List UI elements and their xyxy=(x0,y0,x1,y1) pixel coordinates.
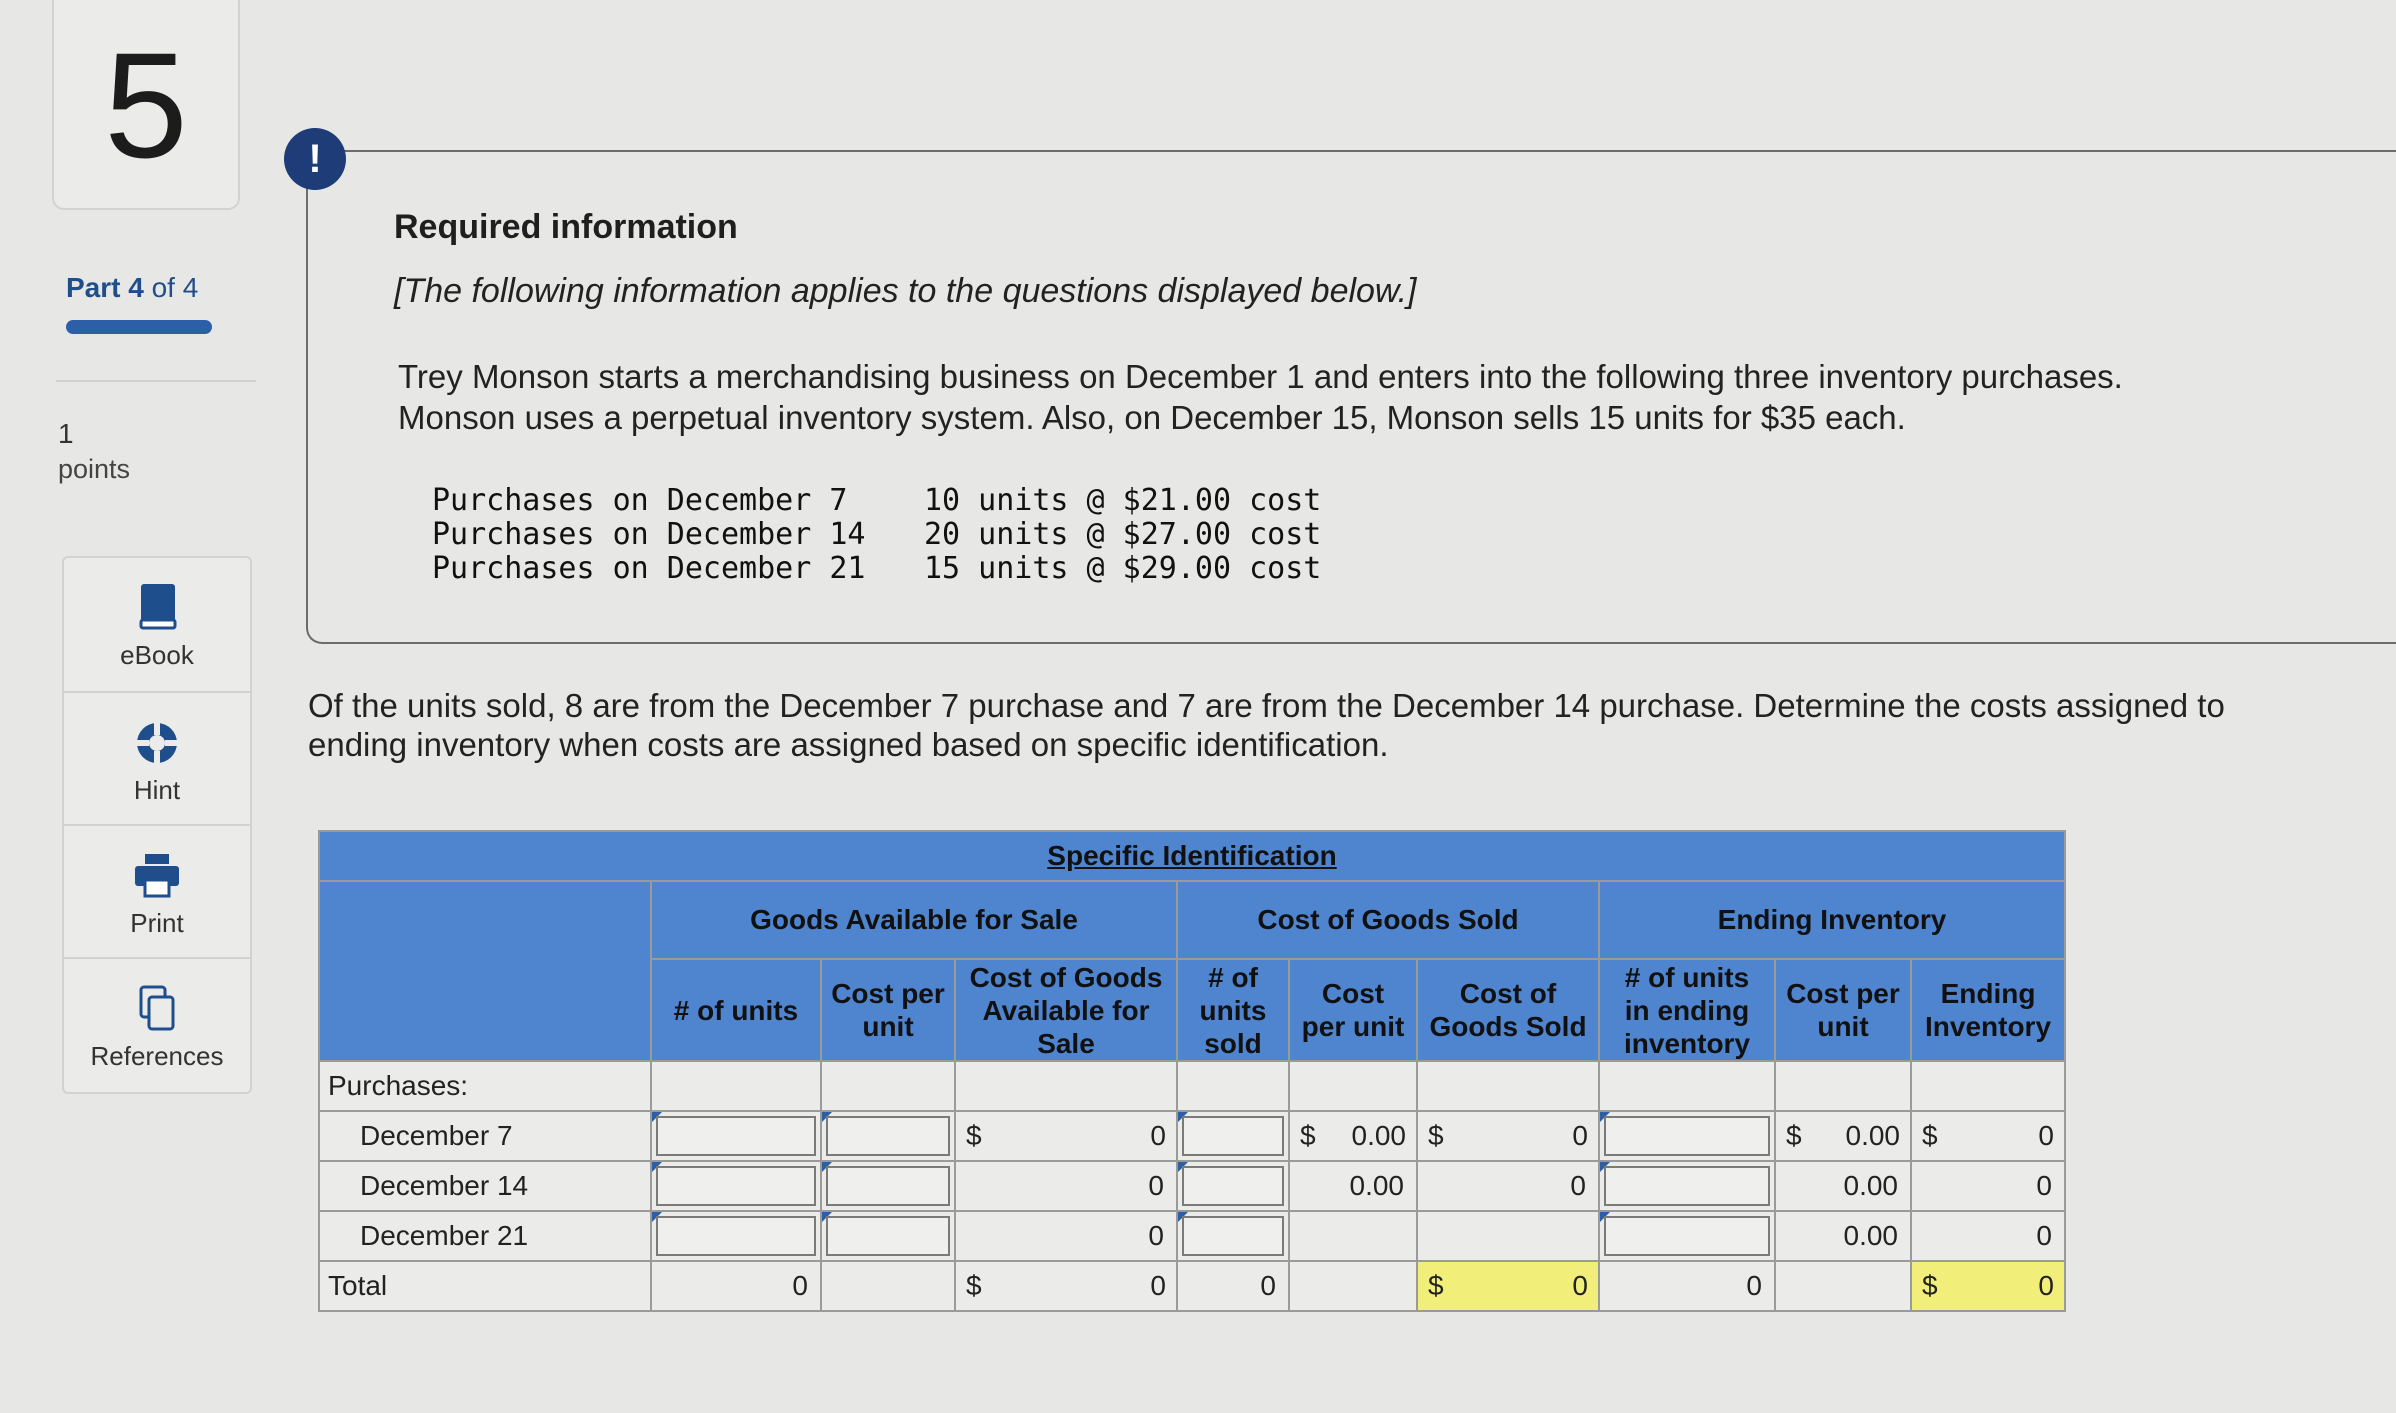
specific-identification-table xyxy=(318,830,2066,1312)
col-header: Cost per unit xyxy=(1289,959,1417,1061)
print-button[interactable]: Print xyxy=(64,824,250,958)
tools-panel xyxy=(62,556,252,1094)
dec14-ending-units-input[interactable] xyxy=(1599,1161,1775,1211)
total-row: Total 0 $ 0 0 $ 0 0 $ 0 xyxy=(319,1261,2065,1311)
dec21-units-input[interactable] xyxy=(651,1211,821,1261)
table-row: December 21 0 0.00 0 xyxy=(319,1211,2065,1261)
row-label: December 21 xyxy=(319,1211,651,1261)
col-header: # of units in ending inventory xyxy=(1599,959,1775,1061)
table-title: Specific Identification xyxy=(319,831,2065,881)
col-header: Ending Inventory xyxy=(1911,959,2065,1061)
col-header: Cost per unit xyxy=(1775,959,1911,1061)
total-cogs: $ 0 xyxy=(1417,1261,1599,1311)
list-item: Purchases on December 21 15 units @ $29.00 cost xyxy=(432,551,1322,586)
info-note: [The following information applies to the questions displayed below.] xyxy=(394,272,1417,310)
part-progress-bar xyxy=(66,320,212,334)
dec7-units-sold-input[interactable] xyxy=(1177,1111,1289,1161)
col-header: # of units xyxy=(651,959,821,1061)
group-header-gafs: Goods Available for Sale xyxy=(651,881,1177,959)
dec14-units-sold-input[interactable] xyxy=(1177,1161,1289,1211)
group-header-ei: Ending Inventory xyxy=(1599,881,2065,959)
dec7-ending-units-input[interactable] xyxy=(1599,1111,1775,1161)
purchases-label: Purchases: xyxy=(319,1061,651,1111)
total-label: Total xyxy=(319,1261,651,1311)
col-header: Cost of Goods Sold xyxy=(1417,959,1599,1061)
table-row: December 14 0 0.00 0 0.00 0 xyxy=(319,1161,2065,1211)
dec21-units-sold-input[interactable] xyxy=(1177,1211,1289,1261)
col-header: Cost of Goods Available for Sale xyxy=(955,959,1177,1061)
table-row: December 7 $ 0 $ 0.00 $ 0 $ 0.00 $ 0 xyxy=(319,1111,2065,1161)
dec7-units-input[interactable] xyxy=(651,1111,821,1161)
copy-icon xyxy=(127,981,187,1037)
scenario-text: Trey Monson starts a merchandising business on December 1 and enters into the following three inventory purchases. Monson uses a perpetual inventory system. Also, on December 15, Monson sells 15 units for $35 each. xyxy=(398,358,2123,436)
list-item: Purchases on December 14 20 units @ $27.00 cost xyxy=(432,517,1322,552)
part-indicator: Part 4 of 4 xyxy=(66,272,199,303)
dec14-cost-per-unit-input[interactable] xyxy=(821,1161,955,1211)
row-label: December 7 xyxy=(319,1111,651,1161)
question-number: 5 xyxy=(104,21,188,189)
dec14-units-input[interactable] xyxy=(651,1161,821,1211)
dec7-cost-per-unit-input[interactable] xyxy=(821,1111,955,1161)
dec21-cost-per-unit-input[interactable] xyxy=(821,1211,955,1261)
book-icon xyxy=(127,580,187,636)
required-info-heading: Required information xyxy=(394,208,738,246)
question-prompt: Of the units sold, 8 are from the December 7 purchase and 7 are from the December 14 purchase. Determine the costs assigned to ending inventory when costs are assigned based on specific identification. xyxy=(308,687,2225,763)
divider xyxy=(56,380,256,382)
question-number-card xyxy=(52,0,240,210)
alert-icon: ! xyxy=(284,128,346,190)
purchases-list xyxy=(432,484,1321,586)
points-label: points xyxy=(58,454,131,484)
hint-button[interactable]: Hint xyxy=(64,691,250,825)
col-header: # of units sold xyxy=(1177,959,1289,1061)
points-value: 1 xyxy=(58,418,74,449)
dec21-ending-units-input[interactable] xyxy=(1599,1211,1775,1261)
references-button[interactable]: References xyxy=(64,957,250,1091)
row-label: December 14 xyxy=(319,1161,651,1211)
col-header: Cost per unit xyxy=(821,959,955,1061)
ebook-button[interactable]: eBook xyxy=(64,558,250,690)
total-ending-inventory: $ 0 xyxy=(1911,1261,2065,1311)
row-label-header xyxy=(319,881,651,1061)
printer-icon xyxy=(127,848,187,904)
group-header-cogs: Cost of Goods Sold xyxy=(1177,881,1599,959)
list-item: Purchases on December 7 10 units @ $21.00 cost xyxy=(432,483,1322,518)
lifebuoy-icon xyxy=(127,715,187,771)
